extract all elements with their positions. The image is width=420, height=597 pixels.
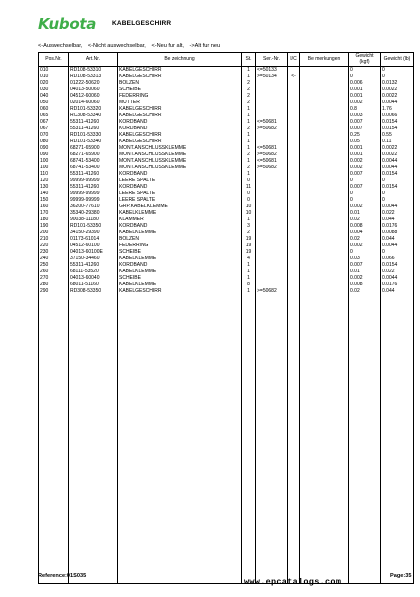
cell-bezeichnung: KABELGESCHIRR [118,139,242,146]
cell-stueck: 1 [242,74,256,81]
cell-gewicht-kgf: 0.001 [349,152,381,159]
cell-bezeichnung: KABELKLEMME [118,256,242,263]
cell-art-nr: 35340-29380 [69,210,118,217]
cell-pos-nr: 160 [39,204,69,211]
cell-stueck: 1 [242,262,256,269]
cell-bezeichnung: KABELKLEMME [118,282,242,289]
cell-ser-nr: <=50681 [256,145,288,152]
cell-stueck: 19 [242,249,256,256]
cell-pos-nr: 130 [39,184,69,191]
cell-gewicht-kgf: 0.007 [349,171,381,178]
cell-art-nr: RD101-53350 [69,223,118,230]
cell-gewicht-kgf: 0 [349,191,381,198]
cell-gewicht-kgf: 0 [349,197,381,204]
cell-art-nr: 02014-60060 [69,100,118,107]
table-filler-row [39,295,414,584]
cell-art-nr: RD108-53313 [69,74,118,81]
cell-art-nr: RD101-53340 [69,139,118,146]
cell-gewicht-lb: 0 [381,67,414,74]
cell-stueck: 11 [242,184,256,191]
cell-gewicht-lb: 0.0044 [381,204,414,211]
cell-bezeichnung: KLAMMER [118,217,242,224]
cell-bezeichnung: SCHEIBE [118,275,242,282]
cell-gewicht-kgf: 0.008 [349,282,381,289]
cell-art-nr: 55311-41260 [69,262,118,269]
cell-gewicht-lb: 0.0154 [381,262,414,269]
cell-pos-nr: 110 [39,171,69,178]
cell-ser-nr: <=50133 [256,67,288,74]
page-number: Page:35 [390,573,412,579]
cell-stueck: 19 [242,243,256,250]
cell-gewicht-lb: 0.0154 [381,126,414,133]
cell-art-nr: 90038-11180 [69,217,118,224]
cell-gewicht-lb: 0.044 [381,236,414,243]
cell-gewicht-kgf: 0.007 [349,262,381,269]
cell-gewicht-kgf: 0.007 [349,126,381,133]
cell-stueck: 10 [242,210,256,217]
cell-bezeichnung: LEERE SPALTE [118,191,242,198]
col-pos-nr: Pos.Nr. [39,53,69,67]
cell-stueck: 2 [242,126,256,133]
cell-stueck: 2 [242,165,256,172]
cell-pos-nr: 280 [39,282,69,289]
cell-gewicht-kgf: 0 [349,74,381,81]
cell-gewicht-lb: 0.0176 [381,223,414,230]
cell-gewicht-kgf: 0.002 [349,100,381,107]
col-bezeichnung: Be zeichnung [118,53,242,67]
cell-bezeichnung: MONT.ANSCHLUSSKLEMME [118,145,242,152]
cell-pos-nr: 100 [39,165,69,172]
cell-gewicht-kgf: 0.02 [349,217,381,224]
cell-stueck: 2 [242,87,256,94]
cell-pos-nr: 250 [39,262,69,269]
cell-bezeichnung: KABELKLEMME [118,210,242,217]
cell-gewicht-lb: 0.0154 [381,119,414,126]
cell-bezeichnung: KABELGESCHIRR [118,132,242,139]
cell-bezeichnung: BOLZEN [118,236,242,243]
cell-bezeichnung: KABELGESCHIRR [118,113,242,120]
cell-art-nr: 55311-41260 [69,171,118,178]
cell-pos-nr: 270 [39,275,69,282]
cell-gewicht-lb: 0 [381,249,414,256]
legend-old-for-new: ->Alt fur neu [189,43,221,49]
reference-label: Reference:01S035 [38,573,87,579]
cell-gewicht-lb: 0.022 [381,269,414,276]
cell-pos-nr: 100 [39,158,69,165]
cell-art-nr: 04013-60040 [69,275,118,282]
cell-stueck: 1 [242,67,256,74]
cell-gewicht-kgf: 0.008 [349,223,381,230]
legend [38,43,224,49]
legend-interchangeable: <-Auswechselbar, [38,43,83,49]
cell-gewicht-kgf: 0.002 [349,275,381,282]
cell-stueck: 19 [242,236,256,243]
cell-ser-nr: <=50681 [256,119,288,126]
cell-art-nr: 01173-61014 [69,236,118,243]
cell-gewicht-kgf: 0.03 [349,256,381,263]
cell-gewicht-lb: 0 [381,191,414,198]
col-stueck: St. [242,53,256,67]
cell-bezeichnung: SCHEIBE [118,249,242,256]
cell-gewicht-kgf: 0.007 [349,119,381,126]
cell-ser-nr: >=50134 [256,74,288,81]
cell-gewicht-lb: 0.0088 [381,230,414,237]
cell-gewicht-kgf: 0.004 [349,230,381,237]
cell-ser-nr: <=50681 [256,158,288,165]
cell-gewicht-lb: 0.0066 [381,113,414,120]
cell-bezeichnung: KORDBAND [118,126,242,133]
cell-gewicht-lb: 0 [381,178,414,185]
col-ic: I/C [288,53,300,67]
cell-gewicht-kgf: 0.001 [349,87,381,94]
cell-stueck: 0 [242,191,256,198]
cell-art-nr: 68111-53520 [69,269,118,276]
cell-gewicht-kgf: 0.05 [349,139,381,146]
cell-gewicht-lb: 0.55 [381,132,414,139]
cell-pos-nr: 200 [39,230,69,237]
filler-cell [288,295,300,584]
cell-gewicht-kgf: 0.02 [349,236,381,243]
cell-gewicht-lb: 0.11 [381,139,414,146]
cell-gewicht-lb: 0.066 [381,256,414,263]
cell-bezeichnung: KORDBAND [118,262,242,269]
cell-stueck: 4 [242,256,256,263]
cell-bezeichnung: KABELKLEMME [118,269,242,276]
cell-art-nr: 04512-60060 [69,93,118,100]
cell-pos-nr: 090 [39,145,69,152]
cell-art-nr: 68741-53400 [69,158,118,165]
filler-cell [300,295,349,584]
table-row [39,67,414,74]
cell-art-nr: 99999-99999 [69,197,118,204]
cell-bezeichnung: KORDBAND [118,171,242,178]
cell-bezeichnung: LEERE SPALTE [118,197,242,204]
table-header-row [39,53,414,67]
cell-gewicht-lb: 0.0022 [381,93,414,100]
filler-cell [69,295,118,584]
cell-pos-nr: 067 [39,126,69,133]
cell-stueck: 1 [242,171,256,178]
filler-cell [242,295,256,584]
cell-bezeichnung: KABELGESCHIRR [118,67,242,74]
cell-stueck: 1 [242,119,256,126]
cell-art-nr: RD308-53350 [69,288,118,295]
col-ser-nr: Ser.-Nr. [256,53,288,67]
cell-pos-nr: 180 [39,217,69,224]
legend-not-interchangeable: <-Nicht auswechselbar, [87,43,146,49]
cell-bezeichnung: KORDBAND [118,223,242,230]
cell-gewicht-lb: 0.044 [381,288,414,295]
cell-pos-nr: 067 [39,119,69,126]
cell-art-nr: 99999-99999 [69,178,118,185]
cell-gewicht-kgf: 0.003 [349,113,381,120]
cell-gewicht-lb: 1.76 [381,106,414,113]
cell-gewicht-kgf: 0.006 [349,80,381,87]
cell-bezeichnung: FEDERRING [118,93,242,100]
cell-gewicht-kgf: 0.02 [349,288,381,295]
cell-art-nr: RC308-53340 [69,113,118,120]
cell-bezeichnung: KORDBAND [118,119,242,126]
cell-gewicht-kgf: 0.01 [349,269,381,276]
cell-art-nr: 55311-41260 [69,126,118,133]
col-gewicht-kgf: Gewicht (kgf) [349,53,381,67]
cell-stueck: 2 [242,80,256,87]
filler-cell [118,295,242,584]
cell-gewicht-lb: 0.044 [381,217,414,224]
cell-gewicht-kgf: 0.001 [349,93,381,100]
cell-pos-nr: 290 [39,288,69,295]
cell-bezeichnung: FEDERRING [118,243,242,250]
cell-pos-nr: 010 [39,74,69,81]
kubota-logo: Kubota [38,15,97,33]
cell-gewicht-lb: 0.0044 [381,275,414,282]
page-title: KABELGESCHIRR [112,20,172,27]
cell-gewicht-kgf: 0.007 [349,184,381,191]
cell-pos-nr: 120 [39,178,69,185]
cell-art-nr: RD101-53330 [69,132,118,139]
cell-stueck: 1 [242,106,256,113]
legend-new-for-old: <-Neu fur alt, [151,43,184,49]
cell-stueck: 0 [242,178,256,185]
cell-pos-nr: 020 [39,80,69,87]
cell-stueck: 1 [242,269,256,276]
cell-bezeichnung: GRP.KABELKLEMME [118,204,242,211]
cell-ser-nr: >=50682 [256,288,288,295]
cell-gewicht-lb: 0.0154 [381,171,414,178]
cell-bezeichnung: KORDBAND [118,184,242,191]
cell-art-nr: 04013-50060 [69,87,118,94]
cell-gewicht-lb: 0.0044 [381,165,414,172]
cell-stueck: 2 [242,93,256,100]
cell-gewicht-lb: 0.0154 [381,184,414,191]
cell-stueck: 10 [242,204,256,211]
cell-stueck: 0 [242,197,256,204]
cell-gewicht-lb: 0.0022 [381,145,414,152]
cell-bezeichnung: BOLZEN [118,80,242,87]
cell-stueck: 2 [242,100,256,107]
cell-stueck: 1 [242,158,256,165]
website-link[interactable]: www.epcatalogs.com [244,577,342,587]
cell-pos-nr: 140 [39,191,69,198]
cell-gewicht-kgf: 0.01 [349,210,381,217]
cell-gewicht-kgf: 0 [349,249,381,256]
cell-pos-nr: 240 [39,256,69,263]
cell-stueck: 3 [242,223,256,230]
cell-stueck: 1 [242,139,256,146]
cell-stueck: 8 [242,282,256,289]
cell-art-nr: 34150-29390 [69,230,118,237]
col-bemerkungen: Be merkungen [300,53,349,67]
cell-stueck: 1 [242,113,256,120]
cell-ser-nr: >=50682 [256,152,288,159]
cell-art-nr: 55311-41260 [69,184,118,191]
cell-gewicht-lb: 0.0044 [381,243,414,250]
cell-gewicht-kgf: 0.002 [349,158,381,165]
col-gewicht-lb: Gewicht (lb) [381,53,414,67]
cell-gewicht-kgf: 0.25 [349,132,381,139]
cell-art-nr: 68271-65900 [69,152,118,159]
cell-art-nr: 37150-34460 [69,256,118,263]
cell-ser-nr: >=50682 [256,126,288,133]
cell-pos-nr: 040 [39,93,69,100]
cell-gewicht-lb: 0.0044 [381,158,414,165]
cell-pos-nr: 220 [39,243,69,250]
cell-bezeichnung: KABELGESCHIRR [118,106,242,113]
cell-gewicht-lb: 0.0022 [381,152,414,159]
cell-stueck: 1 [242,275,256,282]
cell-gewicht-kgf: 0.001 [349,145,381,152]
cell-art-nr: 55311-41260 [69,119,118,126]
parts-table [38,52,414,584]
cell-art-nr: 99999-99999 [69,191,118,198]
cell-stueck: 1 [242,288,256,295]
cell-gewicht-lb: 0.0132 [381,80,414,87]
cell-bezeichnung: MONT.ANSCHLUSSKLEMME [118,158,242,165]
cell-gewicht-lb: 0.022 [381,210,414,217]
cell-gewicht-kgf: 0.002 [349,165,381,172]
cell-pos-nr: 150 [39,197,69,204]
cell-pos-nr: 190 [39,223,69,230]
cell-bezeichnung: MONT.ANSCHLUSSKLEMME [118,152,242,159]
cell-art-nr: 36200-77610 [69,204,118,211]
filler-cell [256,295,288,584]
cell-gewicht-lb: 0.0022 [381,87,414,94]
cell-pos-nr: 060 [39,106,69,113]
cell-pos-nr: 080 [39,139,69,146]
cell-art-nr: 68011-51160 [69,282,118,289]
cell-bezeichnung: MUTTER [118,100,242,107]
cell-pos-nr: 030 [39,87,69,94]
cell-stueck: 1 [242,132,256,139]
cell-ser-nr: >=50682 [256,165,288,172]
filler-cell [381,295,414,584]
col-art-nr: Art.Nr. [69,53,118,67]
cell-art-nr: RD101-53320 [69,106,118,113]
cell-art-nr: 01222-50620 [69,80,118,87]
cell-pos-nr: 170 [39,210,69,217]
cell-bezeichnung: MONT.ANSCHLUSSKLEMME [118,165,242,172]
cell-art-nr: 68271-65900 [69,145,118,152]
cell-art-nr: 04512-60100 [69,243,118,250]
cell-bezeichnung: LEERE SPALTE [118,178,242,185]
cell-pos-nr: 260 [39,269,69,276]
filler-cell [349,295,381,584]
cell-art-nr: 68741-53400 [69,165,118,172]
cell-ic: <- [288,74,300,81]
cell-art-nr: 04013-60100E [69,249,118,256]
cell-gewicht-lb: 0.0044 [381,100,414,107]
cell-gewicht-lb: 0 [381,74,414,81]
cell-bezeichnung: KABELGESCHIRR [118,74,242,81]
cell-pos-nr: 090 [39,152,69,159]
cell-pos-nr: 210 [39,236,69,243]
cell-ic [288,67,300,74]
cell-stueck: 2 [242,230,256,237]
cell-gewicht-lb: 0.0176 [381,282,414,289]
cell-bezeichnung: KABELGESCHIRR [118,288,242,295]
cell-gewicht-kgf: 0.8 [349,106,381,113]
cell-stueck: 1 [242,217,256,224]
cell-pos-nr: 010 [39,67,69,74]
cell-gewicht-kgf: 0 [349,178,381,185]
cell-bezeichnung: KABELKLEMME [118,230,242,237]
cell-art-nr: RD108-53310 [69,67,118,74]
cell-stueck: 2 [242,152,256,159]
cell-gewicht-kgf: 0.002 [349,204,381,211]
cell-stueck: 1 [242,145,256,152]
filler-cell [39,295,69,584]
cell-gewicht-kgf: 0 [349,67,381,74]
cell-bezeichnung: SCHEIBE [118,87,242,94]
cell-bemerkungen [300,67,349,74]
cell-gewicht-kgf: 0.002 [349,243,381,250]
cell-pos-nr: 230 [39,249,69,256]
cell-pos-nr: 050 [39,100,69,107]
cell-pos-nr: 065 [39,113,69,120]
cell-gewicht-lb: 0 [381,197,414,204]
cell-pos-nr: 070 [39,132,69,139]
